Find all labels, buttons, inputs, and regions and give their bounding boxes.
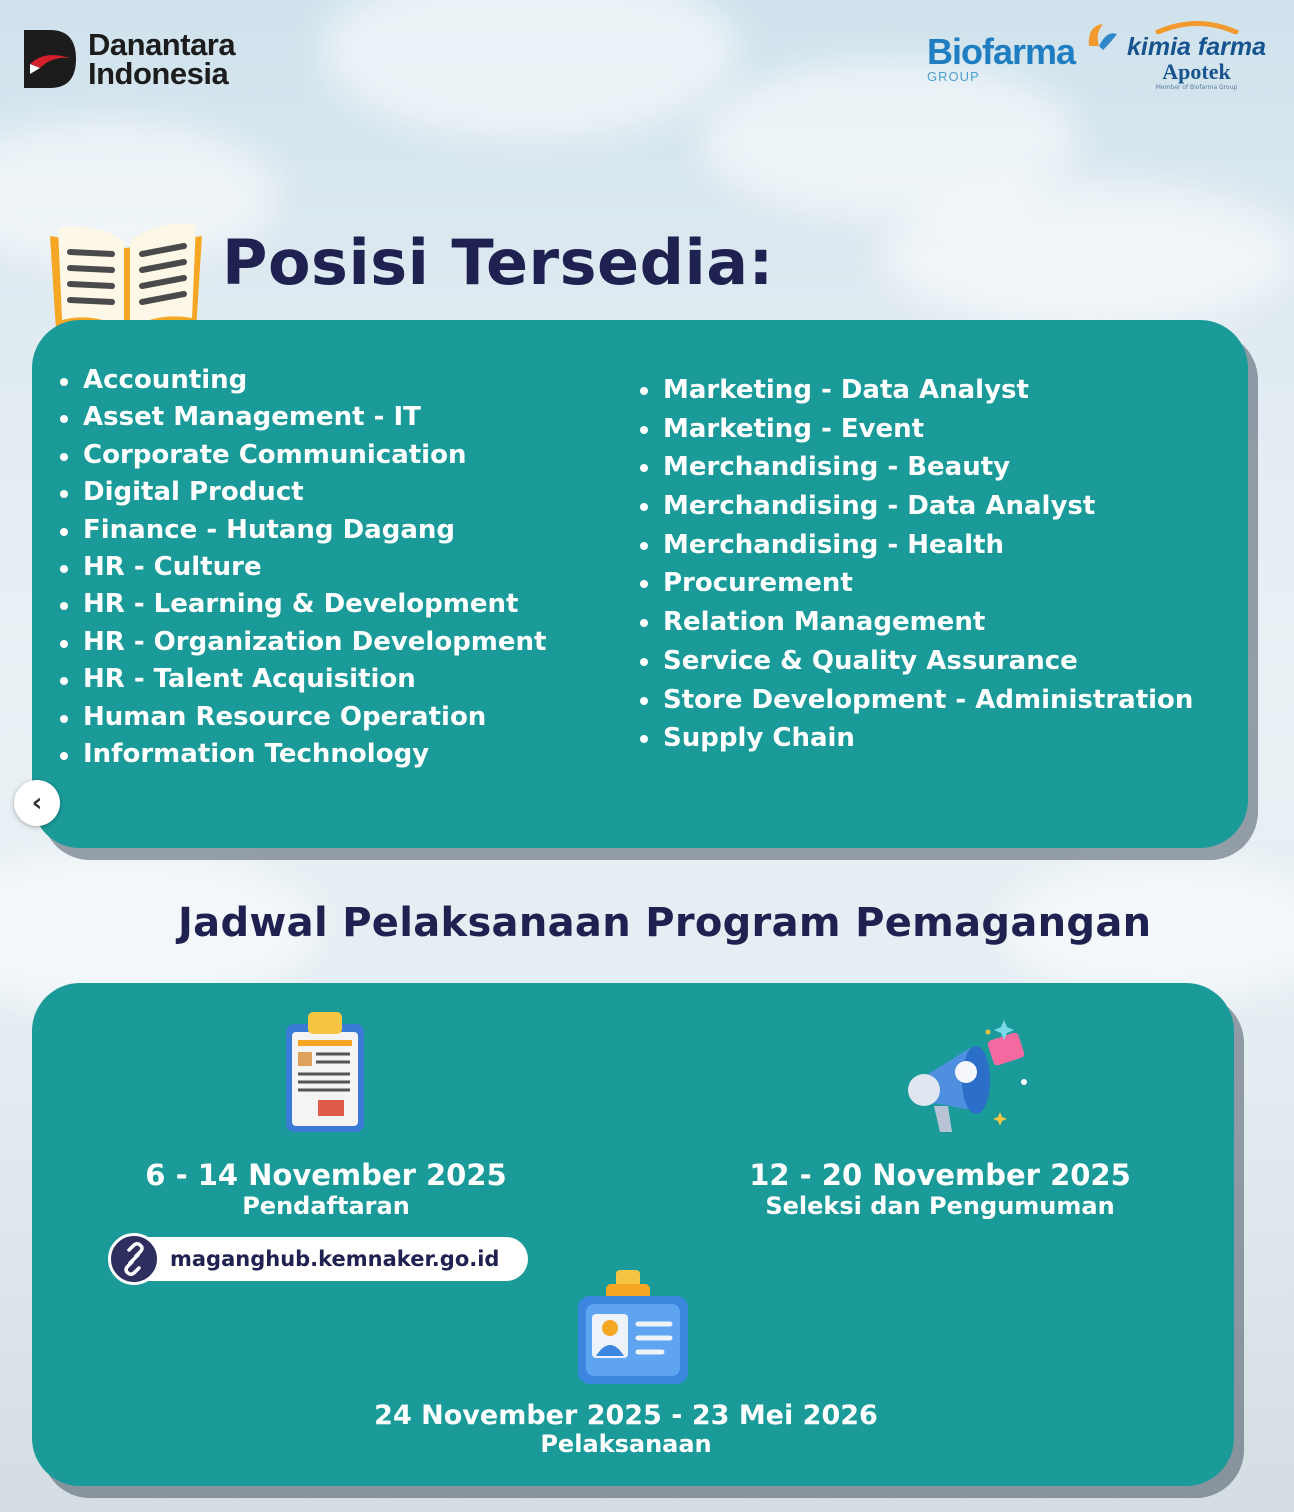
danantara-logo-icon [22,28,78,90]
chevron-left-icon: ‹ [31,788,43,818]
partner-logos [927,20,1266,92]
position-item: Marketing - Event [638,410,1193,449]
position-item: Service & Quality Assurance [638,642,1193,681]
position-item: Digital Product [58,474,546,511]
position-item: Merchandising - Health [638,526,1193,565]
biofarma-sub: GROUP [926,69,980,84]
biofarma-logo [926,31,1076,84]
registration-label: Pendaftaran [242,1192,410,1220]
kimia-farma-logo [1127,20,1266,92]
position-item: Marketing - Data Analyst [638,371,1193,410]
kimia-farma-tiny: Member of Biofarma Group [1155,84,1238,91]
position-item: Corporate Communication [58,437,546,474]
id-card-icon [576,1268,690,1386]
danantara-country: Indonesia [88,56,229,91]
link-icon [108,1233,160,1285]
position-item: Asset Management - IT [58,399,546,436]
schedule-title: Jadwal Pelaksanaan Program Pemagangan [178,900,1152,946]
position-item: HR - Learning & Development [58,586,546,623]
megaphone-icon [904,1012,1036,1134]
position-item: HR - Talent Acquisition [58,661,546,698]
clipboard-icon [282,1010,368,1134]
positions-title: Posisi Tersedia: [222,226,774,299]
position-item: Finance - Hutang Dagang [58,512,546,549]
kimia-farma-arc-icon [1152,20,1242,34]
kimia-farma-name: kimia farma [1127,33,1266,61]
position-item: Merchandising - Data Analyst [638,487,1193,526]
biofarma-name: Biofarma [926,31,1076,72]
registration-link[interactable] [110,1237,528,1281]
position-item: Procurement [638,564,1193,603]
position-item: HR - Organization Development [58,624,546,661]
position-item: Store Development - Administration [638,681,1193,720]
position-item: Supply Chain [638,719,1193,758]
danantara-name: Danantara [88,27,236,62]
position-item: Relation Management [638,603,1193,642]
position-item: Human Resource Operation [58,699,546,736]
implementation-dates: 24 November 2025 - 23 Mei 2026 [374,1400,878,1431]
kimia-farma-sub: Apotek [1162,59,1231,84]
position-item: Accounting [58,362,546,399]
danantara-logo [22,28,235,90]
registration-dates: 6 - 14 November 2025 [145,1158,507,1192]
position-item: Merchandising - Beauty [638,448,1193,487]
positions-list-right [638,371,1193,758]
selection-dates: 12 - 20 November 2025 [749,1158,1131,1192]
registration-link-text[interactable]: maganghub.kemnaker.go.id [170,1247,500,1271]
position-item: Information Technology [58,736,546,773]
selection-label: Seleksi dan Pengumuman [765,1192,1115,1220]
carousel-prev-button[interactable] [14,780,60,826]
implementation-label: Pelaksanaan [540,1430,712,1458]
positions-list-left [58,362,546,773]
biofarma-leaf-icon [1083,20,1119,60]
position-item: HR - Culture [58,549,546,586]
